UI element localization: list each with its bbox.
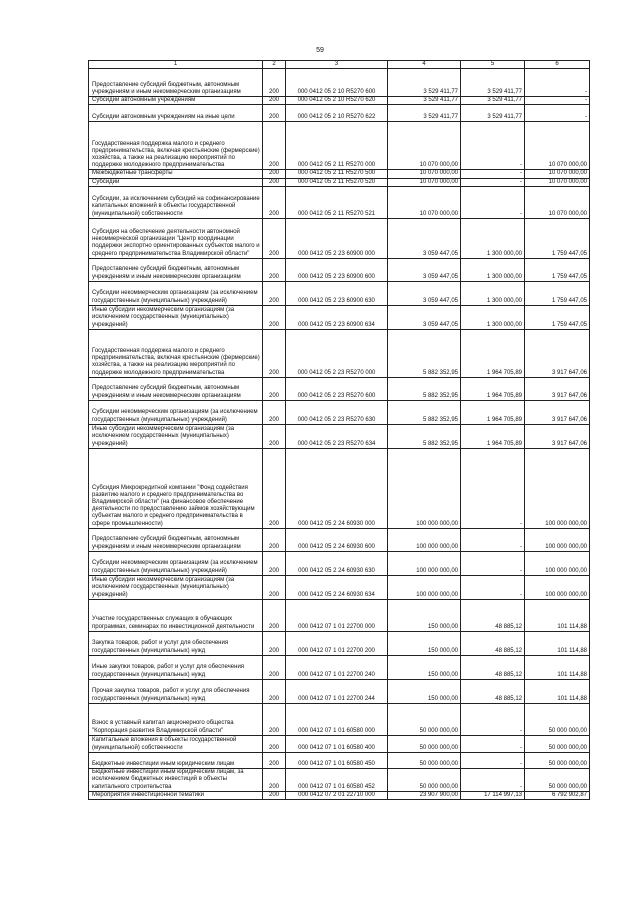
row-approved: 3 059 447,05 [388, 258, 461, 281]
row-description: Субсидии некоммерческим организациям (за исключением государственных (муниципальных) учреждений) [89, 281, 263, 305]
table-row [89, 448, 590, 528]
row-budget-code: 000 0412 05 2 10 R5270 600 [286, 69, 388, 97]
row-description: Предоставление субсидий бюджетным, автономным учреждениям и иным некоммерческим организациям [89, 258, 263, 281]
row-line-code: 200 [263, 122, 286, 170]
row-description: Взнос в уставный капитал акционерного общества "Корпорация развития Владимирской области" [89, 703, 263, 735]
table-row [89, 551, 590, 575]
row-approved: 3 529 411,77 [388, 97, 461, 105]
row-approved: 100 000 000,00 [388, 448, 461, 528]
row-executed: - [461, 752, 525, 768]
table-row [89, 178, 590, 186]
row-approved: 100 000 000,00 [388, 551, 461, 575]
row-description: Иные субсидии некоммерческим организациям (за исключением государственных (муниципальных) учреждений) [89, 575, 263, 599]
row-unexecuted: 10 070 000,00 [525, 178, 590, 186]
row-unexecuted: 101 114,88 [525, 599, 590, 631]
row-executed: 3 529 411,77 [461, 69, 525, 97]
row-budget-code: 000 0412 05 2 23 60900 630 [286, 281, 388, 305]
row-executed: 48 885,12 [461, 631, 525, 655]
row-description: Субсидии некоммерческим организациям (за исключением государственных (муниципальных) учреждений) [89, 551, 263, 575]
row-line-code: 200 [263, 97, 286, 105]
table-row [89, 122, 590, 170]
row-description: Иные закупки товаров, работ и услуг для обеспечения государственных (муниципальных) нужд [89, 655, 263, 679]
row-description: Субсидии некоммерческим организациям (за исключением государственных (муниципальных) учреждений) [89, 400, 263, 424]
header-cell-5: 5 [461, 61, 525, 69]
row-approved: 150 000,00 [388, 679, 461, 703]
row-line-code: 200 [263, 752, 286, 768]
row-executed: 1 964 705,89 [461, 329, 525, 377]
row-budget-code: 000 0412 07 1 01 22700 244 [286, 679, 388, 703]
row-description: Мероприятия инвестиционной тематики [89, 791, 263, 799]
row-approved: 3 059 447,05 [388, 281, 461, 305]
row-executed: - [461, 735, 525, 752]
row-budget-code: 000 0412 05 2 11 R5270 520 [286, 178, 388, 186]
row-approved: 10 070 000,00 [388, 170, 461, 178]
row-unexecuted: 101 114,88 [525, 655, 590, 679]
table-row [89, 424, 590, 448]
table-row [89, 170, 590, 178]
table-row [89, 281, 590, 305]
row-line-code: 200 [263, 448, 286, 528]
row-executed: 1 300 000,00 [461, 258, 525, 281]
row-unexecuted: 1 759 447,05 [525, 305, 590, 329]
row-executed: - [461, 768, 525, 791]
row-unexecuted: 100 000 000,00 [525, 528, 590, 551]
row-line-code: 200 [263, 575, 286, 599]
row-approved: 50 000 000,00 [388, 752, 461, 768]
header-cell-4: 4 [388, 61, 461, 69]
row-line-code: 200 [263, 551, 286, 575]
table-row [89, 218, 590, 258]
row-budget-code: 000 0412 07 1 01 60580 450 [286, 752, 388, 768]
row-executed: - [461, 528, 525, 551]
row-executed: 1 964 705,89 [461, 400, 525, 424]
row-executed: - [461, 703, 525, 735]
row-line-code: 200 [263, 655, 286, 679]
row-budget-code: 000 0412 07 1 01 60580 452 [286, 768, 388, 791]
table-row [89, 258, 590, 281]
row-approved: 100 000 000,00 [388, 528, 461, 551]
table-row [89, 528, 590, 551]
row-approved: 3 529 411,77 [388, 105, 461, 122]
row-budget-code: 000 0412 05 2 10 R5270 622 [286, 105, 388, 122]
row-unexecuted: 10 070 000,00 [525, 186, 590, 218]
row-budget-code: 000 0412 07 1 01 60580 400 [286, 735, 388, 752]
row-executed: 3 529 411,77 [461, 97, 525, 105]
row-budget-code: 000 0412 05 2 24 60930 000 [286, 448, 388, 528]
page-number: 59 [316, 47, 324, 54]
row-unexecuted: 1 759 447,05 [525, 281, 590, 305]
row-unexecuted: 3 917 647,06 [525, 400, 590, 424]
row-budget-code: 000 0412 05 2 23 60900 634 [286, 305, 388, 329]
row-unexecuted: 100 000 000,00 [525, 448, 590, 528]
row-line-code: 200 [263, 170, 286, 178]
table-row [89, 679, 590, 703]
row-executed: - [461, 575, 525, 599]
row-budget-code: 000 0412 05 2 23 R5270 000 [286, 329, 388, 377]
row-unexecuted: 100 000 000,00 [525, 551, 590, 575]
row-line-code: 200 [263, 218, 286, 258]
table-row [89, 105, 590, 122]
budget-table [88, 60, 590, 800]
row-description: Субсидии автономным учреждениям [89, 97, 263, 105]
row-line-code: 200 [263, 679, 286, 703]
row-executed: 1 964 705,89 [461, 424, 525, 448]
row-description: Субсидии [89, 178, 263, 186]
row-executed: 48 885,12 [461, 599, 525, 631]
table-row [89, 655, 590, 679]
row-description: Предоставление субсидий бюджетным, автономным учреждениям и иным некоммерческим организациям [89, 69, 263, 97]
row-description: Закупка товаров, работ и услуг для обеспечения государственных (муниципальных) нужд [89, 631, 263, 655]
row-description: Субсидия Микрокредитной компании "Фонд содействия развитию малого и среднего предпринимательства во Владимирской области" (на финансовое обеспечение деятельности по предоставлению займов хозяйствующим субъектам малого и среднего предпринимательства в сфере промышленности) [89, 448, 263, 528]
row-budget-code: 000 0412 05 2 11 R5270 000 [286, 122, 388, 170]
row-unexecuted: 50 000 000,00 [525, 752, 590, 768]
row-description: Субсидии автономным учреждениям на иные цели [89, 105, 263, 122]
row-unexecuted: 101 114,88 [525, 679, 590, 703]
row-line-code: 200 [263, 281, 286, 305]
table-row [89, 631, 590, 655]
row-budget-code: 000 0412 05 2 24 60930 630 [286, 551, 388, 575]
row-line-code: 200 [263, 424, 286, 448]
row-unexecuted: 1 759 447,05 [525, 218, 590, 258]
table-row [89, 329, 590, 377]
table-row [89, 400, 590, 424]
row-line-code: 200 [263, 768, 286, 791]
row-description: Прочая закупка товаров, работ и услуг для обеспечения государственных (муниципальных) нужд [89, 679, 263, 703]
row-unexecuted: 3 917 647,06 [525, 424, 590, 448]
row-line-code: 200 [263, 599, 286, 631]
row-unexecuted: - [525, 105, 590, 122]
row-executed: - [461, 122, 525, 170]
row-line-code: 200 [263, 105, 286, 122]
row-approved: 100 000 000,00 [388, 575, 461, 599]
table-row [89, 97, 590, 105]
row-executed: - [461, 551, 525, 575]
row-approved: 150 000,00 [388, 655, 461, 679]
row-unexecuted: 50 000 000,00 [525, 703, 590, 735]
row-unexecuted: 3 917 647,06 [525, 377, 590, 400]
row-description: Иные субсидии некоммерческим организациям (за исключением государственных (муниципальных) учреждений) [89, 305, 263, 329]
row-approved: 3 529 411,77 [388, 69, 461, 97]
row-budget-code: 000 0412 07 1 01 60580 000 [286, 703, 388, 735]
row-executed: 17 114 997,13 [461, 791, 525, 799]
table-row [89, 752, 590, 768]
row-description: Государственная поддержка малого и среднего предпринимательства, включая крестьянские (фермерские) хозяйства, а также на реализацию мероприятий по поддержке молодежного предпринимательства [89, 329, 263, 377]
row-approved: 50 000 000,00 [388, 735, 461, 752]
row-executed: - [461, 186, 525, 218]
row-approved: 10 070 000,00 [388, 122, 461, 170]
row-approved: 3 059 447,05 [388, 305, 461, 329]
row-unexecuted: 1 759 447,05 [525, 258, 590, 281]
row-budget-code: 000 0412 05 2 23 R5270 600 [286, 377, 388, 400]
row-executed: - [461, 448, 525, 528]
row-executed: 3 529 411,77 [461, 105, 525, 122]
row-executed: 48 885,12 [461, 655, 525, 679]
row-line-code: 200 [263, 631, 286, 655]
row-approved: 50 000 000,00 [388, 768, 461, 791]
row-budget-code: 000 0412 05 2 23 60900 000 [286, 218, 388, 258]
table-row [89, 186, 590, 218]
row-approved: 50 000 000,00 [388, 703, 461, 735]
row-description: Бюджетные инвестиции иным юридическим лицам, за исключением бюджетных инвестиций в объекты капитального строительства [89, 768, 263, 791]
row-approved: 10 070 000,00 [388, 186, 461, 218]
row-description: Бюджетные инвестиции иным юридическим лицам [89, 752, 263, 768]
row-budget-code: 000 0412 07 1 01 22700 240 [286, 655, 388, 679]
row-approved: 5 882 352,95 [388, 400, 461, 424]
row-line-code: 200 [263, 400, 286, 424]
row-description: Предоставление субсидий бюджетным, автономным учреждениям и иным некоммерческим организациям [89, 528, 263, 551]
row-approved: 10 070 000,00 [388, 178, 461, 186]
table-row [89, 377, 590, 400]
row-budget-code: 000 0412 05 2 24 60930 634 [286, 575, 388, 599]
row-budget-code: 000 0412 05 2 11 R5270 521 [286, 186, 388, 218]
header-row [89, 61, 590, 69]
row-budget-code: 000 0412 07 2 01 22710 000 [286, 791, 388, 799]
table-row [89, 599, 590, 631]
row-line-code: 200 [263, 305, 286, 329]
row-unexecuted: 10 070 000,00 [525, 122, 590, 170]
header-cell-2: 2 [263, 61, 286, 69]
row-description: Капитальные вложения в объекты государственной (муниципальной) собственности [89, 735, 263, 752]
row-description: Субсидия на обеспечение деятельности автономной некоммерческой организации "Центр координации поддержки экспортно ориентированных субъектов малого и среднего предпринимательства Владимирской области" [89, 218, 263, 258]
row-line-code: 200 [263, 69, 286, 97]
row-unexecuted: 10 070 000,00 [525, 170, 590, 178]
row-description: Государственная поддержка малого и среднего предпринимательства, включая крестьянские (фермерские) хозяйства, а также на реализацию мероприятий по поддержке молодежного предпринимательства [89, 122, 263, 170]
table-row [89, 768, 590, 791]
row-description: Предоставление субсидий бюджетным, автономным учреждениям и иным некоммерческим организациям [89, 377, 263, 400]
row-executed: 1 300 000,00 [461, 218, 525, 258]
row-budget-code: 000 0412 05 2 23 R5270 630 [286, 400, 388, 424]
row-line-code: 200 [263, 703, 286, 735]
row-executed: 1 300 000,00 [461, 281, 525, 305]
row-line-code: 200 [263, 186, 286, 218]
row-budget-code: 000 0412 07 1 01 22700 200 [286, 631, 388, 655]
row-budget-code: 000 0412 05 2 23 60900 600 [286, 258, 388, 281]
row-unexecuted: - [525, 69, 590, 97]
row-description: Субсидии, за исключением субсидий на софинансирование капитальных вложений в объекты государственной (муниципальной) собственности [89, 186, 263, 218]
row-approved: 5 882 352,95 [388, 424, 461, 448]
table-row [89, 703, 590, 735]
row-unexecuted: 50 000 000,00 [525, 768, 590, 791]
row-budget-code: 000 0412 05 2 11 R5270 500 [286, 170, 388, 178]
row-line-code: 200 [263, 178, 286, 186]
row-unexecuted: 100 000 000,00 [525, 575, 590, 599]
row-approved: 3 059 447,05 [388, 218, 461, 258]
row-description: Иные субсидии некоммерческим организациям (за исключением государственных (муниципальных) учреждений) [89, 424, 263, 448]
row-line-code: 200 [263, 735, 286, 752]
row-unexecuted: 6 792 902,87 [525, 791, 590, 799]
row-unexecuted: - [525, 97, 590, 105]
row-approved: 150 000,00 [388, 599, 461, 631]
row-budget-code: 000 0412 05 2 24 60930 600 [286, 528, 388, 551]
row-approved: 5 882 352,95 [388, 329, 461, 377]
row-approved: 5 882 352,95 [388, 377, 461, 400]
row-budget-code: 000 0412 05 2 23 R5270 634 [286, 424, 388, 448]
row-executed: - [461, 178, 525, 186]
table-row [89, 575, 590, 599]
row-approved: 150 000,00 [388, 631, 461, 655]
row-line-code: 200 [263, 377, 286, 400]
header-cell-3: 3 [286, 61, 388, 69]
row-unexecuted: 50 000 000,00 [525, 735, 590, 752]
header-cell-6: 6 [525, 61, 590, 69]
row-approved: 23 907 900,00 [388, 791, 461, 799]
row-description: Участие государственных служащих в обучающих программах, семинарах по инвестиционной деятельности [89, 599, 263, 631]
row-line-code: 200 [263, 329, 286, 377]
row-executed: 1 964 705,89 [461, 377, 525, 400]
header-cell-1: 1 [89, 61, 263, 69]
row-executed: 1 300 000,00 [461, 305, 525, 329]
row-executed: 48 885,12 [461, 679, 525, 703]
row-line-code: 200 [263, 258, 286, 281]
row-unexecuted: 3 917 647,06 [525, 329, 590, 377]
row-budget-code: 000 0412 05 2 10 R5270 620 [286, 97, 388, 105]
row-description: Межбюджетные трансферты [89, 170, 263, 178]
row-line-code: 200 [263, 791, 286, 799]
row-unexecuted: 101 114,88 [525, 631, 590, 655]
row-executed: - [461, 170, 525, 178]
table-row [89, 791, 590, 799]
row-budget-code: 000 0412 07 1 01 22700 000 [286, 599, 388, 631]
table-row [89, 69, 590, 97]
table-row [89, 735, 590, 752]
row-line-code: 200 [263, 528, 286, 551]
table-row [89, 305, 590, 329]
